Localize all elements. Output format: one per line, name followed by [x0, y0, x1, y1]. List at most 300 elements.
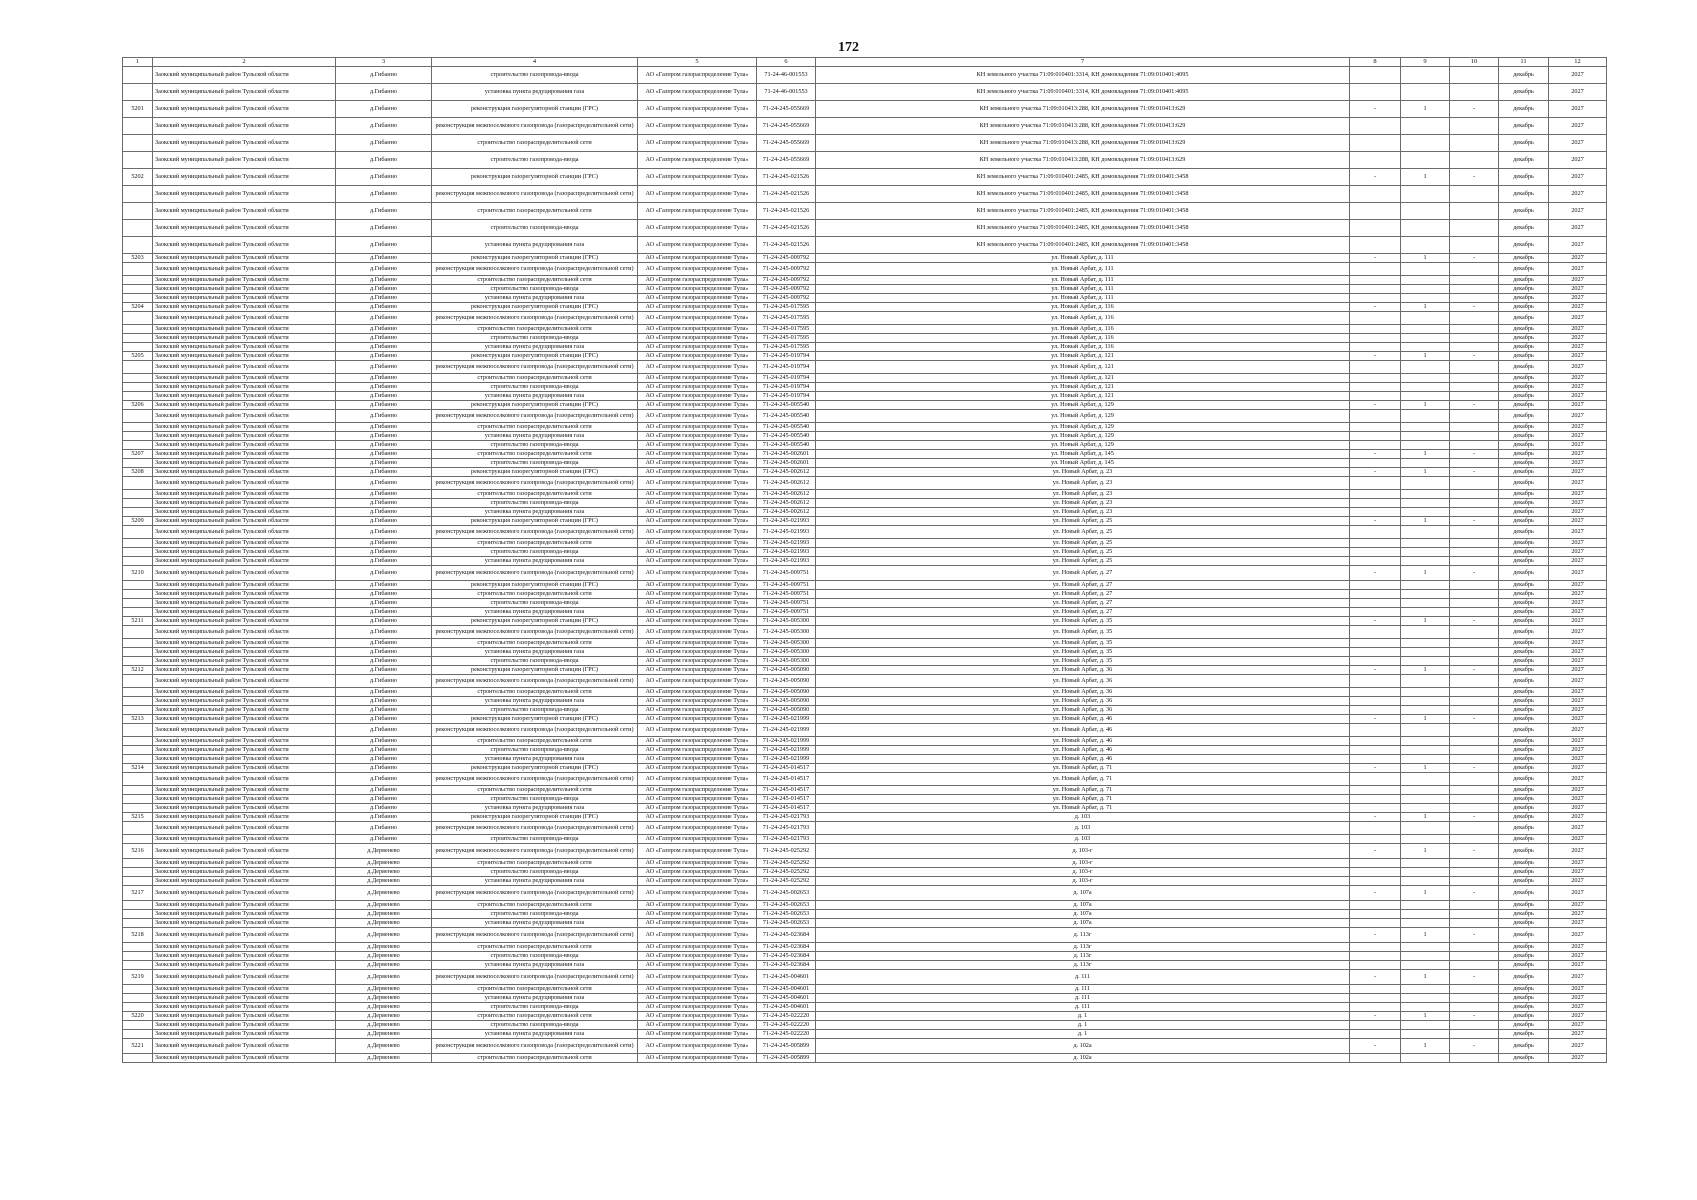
cell-work-type: строительство газопровода-ввода [432, 952, 638, 961]
cell-month: декабрь [1499, 237, 1549, 254]
table-row [123, 101, 1607, 118]
cell-number [123, 901, 153, 910]
table-row [123, 135, 1607, 152]
table-row [123, 334, 1607, 343]
cell-work-type: реконструкция межпоселкового газопровода (газораспределительной сети) [432, 361, 638, 374]
cell-col9 [1401, 325, 1450, 334]
cell-address: ул. Новый Арбат, д. 25 [816, 539, 1350, 548]
cell-organization: АО «Газпром газораспределение Тула» [638, 835, 757, 844]
cell-col8 [1350, 648, 1401, 657]
col-header-2: 2 [153, 58, 336, 67]
cell-col9 [1401, 804, 1450, 813]
cell-village: д.Гибанно [336, 450, 432, 459]
cell-address: ул. Новый Арбат, д. 71 [816, 786, 1350, 795]
cell-address: д. 103-г [816, 868, 1350, 877]
cell-village: д.Гибанно [336, 715, 432, 724]
cell-col8 [1350, 67, 1401, 84]
cell-col10 [1450, 657, 1499, 666]
cell-district: Заокский муниципальный район Тульской области [153, 657, 336, 666]
cell-number [123, 688, 153, 697]
cell-district: Заокский муниципальный район Тульской области [153, 773, 336, 786]
cell-year: 2027 [1549, 303, 1607, 312]
table-row [123, 822, 1607, 835]
cell-number: 5217 [123, 886, 153, 901]
cell-district: Заокский муниципальный район Тульской области [153, 910, 336, 919]
cell-number [123, 285, 153, 294]
cell-organization: АО «Газпром газораспределение Тула» [638, 169, 757, 186]
cell-district: Заокский муниципальный район Тульской области [153, 118, 336, 135]
cell-district: Заокский муниципальный район Тульской области [153, 254, 336, 263]
cell-contract: 71-24-245-025292 [757, 877, 816, 886]
cell-month: декабрь [1499, 423, 1549, 432]
cell-year: 2027 [1549, 648, 1607, 657]
cell-organization: АО «Газпром газораспределение Тула» [638, 352, 757, 361]
cell-col9 [1401, 590, 1450, 599]
cell-district: Заокский муниципальный район Тульской области [153, 724, 336, 737]
cell-address: КН земельного участка 71:09:010413:288, КН домовладения 71:09:010413:629 [816, 152, 1350, 169]
cell-col10 [1450, 1030, 1499, 1039]
cell-month: декабрь [1499, 1003, 1549, 1012]
cell-month: декабрь [1499, 557, 1549, 566]
cell-col10 [1450, 786, 1499, 795]
cell-village: д.Дервенево [336, 928, 432, 943]
cell-contract: 71-24-245-005300 [757, 626, 816, 639]
cell-district: Заокский муниципальный район Тульской области [153, 599, 336, 608]
cell-col8: - [1350, 566, 1401, 581]
cell-col9: 1 [1401, 813, 1450, 822]
cell-work-type: строительство газораспределительной сети [432, 1054, 638, 1063]
table-row [123, 886, 1607, 901]
cell-contract: 71-24-245-055669 [757, 101, 816, 118]
cell-month: декабрь [1499, 526, 1549, 539]
cell-col10 [1450, 203, 1499, 220]
cell-contract: 71-24-245-019794 [757, 374, 816, 383]
cell-organization: АО «Газпром газораспределение Тула» [638, 203, 757, 220]
cell-month: декабрь [1499, 401, 1549, 410]
cell-year: 2027 [1549, 985, 1607, 994]
cell-district: Заокский муниципальный район Тульской области [153, 186, 336, 203]
cell-address: ул. Новый Арбат, д. 71 [816, 795, 1350, 804]
cell-col10: - [1450, 886, 1499, 901]
cell-organization: АО «Газпром газораспределение Тула» [638, 186, 757, 203]
cell-col8 [1350, 1054, 1401, 1063]
cell-col8 [1350, 697, 1401, 706]
cell-col8: - [1350, 401, 1401, 410]
cell-month: декабрь [1499, 517, 1549, 526]
cell-address: ул. Новый Арбат, д. 46 [816, 715, 1350, 724]
cell-address: д. 103-г [816, 877, 1350, 886]
cell-col8 [1350, 285, 1401, 294]
cell-organization: АО «Газпром газораспределение Тула» [638, 813, 757, 822]
cell-village: д.Гибанно [336, 237, 432, 254]
cell-number: 5209 [123, 517, 153, 526]
table-row [123, 688, 1607, 697]
cell-village: д.Гибанно [336, 648, 432, 657]
cell-organization: АО «Газпром газораспределение Тула» [638, 590, 757, 599]
cell-col10 [1450, 919, 1499, 928]
cell-village: д.Гибанно [336, 186, 432, 203]
cell-address: ул. Новый Арбат, д. 116 [816, 312, 1350, 325]
cell-col10: - [1450, 666, 1499, 675]
cell-address: ул. Новый Арбат, д. 36 [816, 706, 1350, 715]
cell-col10 [1450, 392, 1499, 401]
cell-month: декабрь [1499, 706, 1549, 715]
cell-month: декабрь [1499, 961, 1549, 970]
cell-number [123, 868, 153, 877]
cell-address: д. 102а [816, 1039, 1350, 1054]
cell-number [123, 786, 153, 795]
cell-district: Заокский муниципальный район Тульской области [153, 334, 336, 343]
cell-month: декабрь [1499, 1039, 1549, 1054]
cell-month: декабрь [1499, 994, 1549, 1003]
cell-year: 2027 [1549, 237, 1607, 254]
table-row [123, 152, 1607, 169]
cell-contract: 71-24-245-005090 [757, 675, 816, 688]
cell-district: Заокский муниципальный район Тульской области [153, 994, 336, 1003]
cell-year: 2027 [1549, 1030, 1607, 1039]
cell-contract: 71-24-245-002653 [757, 886, 816, 901]
table-row [123, 919, 1607, 928]
cell-address: ул. Новый Арбат, д. 25 [816, 526, 1350, 539]
cell-col10 [1450, 910, 1499, 919]
cell-col8 [1350, 599, 1401, 608]
cell-village: д.Гибанно [336, 517, 432, 526]
cell-work-type: реконструкция межпоселкового газопровода (газораспределительной сети) [432, 970, 638, 985]
cell-village: д.Гибанно [336, 303, 432, 312]
cell-work-type: установка пункта редуцирования газа [432, 557, 638, 566]
cell-contract: 71-24-245-025292 [757, 844, 816, 859]
cell-col9 [1401, 626, 1450, 639]
cell-col10 [1450, 1021, 1499, 1030]
table-row [123, 764, 1607, 773]
cell-col9 [1401, 135, 1450, 152]
cell-contract: 71-24-245-002653 [757, 919, 816, 928]
cell-col9 [1401, 608, 1450, 617]
cell-col9 [1401, 795, 1450, 804]
cell-month: декабрь [1499, 657, 1549, 666]
table-row [123, 804, 1607, 813]
cell-contract: 71-24-245-009751 [757, 590, 816, 599]
cell-number [123, 581, 153, 590]
cell-district: Заокский муниципальный район Тульской области [153, 835, 336, 844]
table-row [123, 1054, 1607, 1063]
cell-number [123, 441, 153, 450]
cell-district: Заокский муниципальный район Тульской области [153, 608, 336, 617]
table-row [123, 203, 1607, 220]
table-row [123, 220, 1607, 237]
cell-district: Заокский муниципальный район Тульской области [153, 361, 336, 374]
cell-col10 [1450, 706, 1499, 715]
cell-organization: АО «Газпром газораспределение Тула» [638, 152, 757, 169]
cell-organization: АО «Газпром газораспределение Тула» [638, 361, 757, 374]
cell-contract: 71-24-245-009751 [757, 608, 816, 617]
cell-address: ул. Новый Арбат, д. 71 [816, 764, 1350, 773]
cell-organization: АО «Газпром газораспределение Тула» [638, 706, 757, 715]
cell-month: декабрь [1499, 590, 1549, 599]
cell-district: Заокский муниципальный район Тульской области [153, 666, 336, 675]
cell-contract: 71-24-245-022220 [757, 1021, 816, 1030]
cell-col8: - [1350, 1039, 1401, 1054]
cell-col10: - [1450, 169, 1499, 186]
cell-district: Заокский муниципальный район Тульской области [153, 539, 336, 548]
cell-village: д.Дервенево [336, 994, 432, 1003]
cell-address: ул. Новый Арбат, д. 25 [816, 557, 1350, 566]
cell-col9 [1401, 943, 1450, 952]
cell-address: д. 103 [816, 822, 1350, 835]
cell-organization: АО «Газпром газораспределение Тула» [638, 822, 757, 835]
cell-col10 [1450, 737, 1499, 746]
cell-district: Заокский муниципальный район Тульской области [153, 135, 336, 152]
cell-number [123, 220, 153, 237]
cell-col10: - [1450, 517, 1499, 526]
cell-number [123, 276, 153, 285]
cell-year: 2027 [1549, 697, 1607, 706]
cell-year: 2027 [1549, 468, 1607, 477]
cell-col10 [1450, 312, 1499, 325]
cell-col10 [1450, 590, 1499, 599]
cell-col9 [1401, 648, 1450, 657]
cell-district: Заокский муниципальный район Тульской области [153, 526, 336, 539]
cell-contract: 71-24-245-005540 [757, 423, 816, 432]
cell-month: декабрь [1499, 746, 1549, 755]
cell-village: д.Гибанно [336, 706, 432, 715]
cell-year: 2027 [1549, 557, 1607, 566]
cell-village: д.Дервенево [336, 970, 432, 985]
cell-village: д.Гибанно [336, 410, 432, 423]
cell-year: 2027 [1549, 795, 1607, 804]
cell-number [123, 237, 153, 254]
cell-organization: АО «Газпром газораспределение Тула» [638, 994, 757, 1003]
cell-organization: АО «Газпром газораспределение Тула» [638, 566, 757, 581]
cell-year: 2027 [1549, 152, 1607, 169]
cell-address: д. 103 [816, 813, 1350, 822]
cell-organization: АО «Газпром газораспределение Тула» [638, 688, 757, 697]
cell-district: Заокский муниципальный район Тульской области [153, 952, 336, 961]
cell-district: Заокский муниципальный район Тульской области [153, 943, 336, 952]
table-row [123, 539, 1607, 548]
cell-address: ул. Новый Арбат, д. 27 [816, 566, 1350, 581]
cell-month: декабрь [1499, 985, 1549, 994]
cell-work-type: строительство газопровода-ввода [432, 285, 638, 294]
cell-district: Заокский муниципальный район Тульской области [153, 441, 336, 450]
cell-district: Заокский муниципальный район Тульской области [153, 459, 336, 468]
cell-col9 [1401, 657, 1450, 666]
cell-contract: 71-24-245-009792 [757, 294, 816, 303]
cell-address: д. 113г [816, 961, 1350, 970]
cell-number [123, 186, 153, 203]
table-row [123, 237, 1607, 254]
cell-col10 [1450, 859, 1499, 868]
table-row [123, 1039, 1607, 1054]
cell-year: 2027 [1549, 675, 1607, 688]
cell-col9 [1401, 675, 1450, 688]
cell-month: декабрь [1499, 859, 1549, 868]
cell-village: д.Дервенево [336, 868, 432, 877]
cell-month: декабрь [1499, 118, 1549, 135]
cell-address: д. 111 [816, 970, 1350, 985]
cell-number [123, 877, 153, 886]
cell-col9: 1 [1401, 566, 1450, 581]
cell-col9 [1401, 539, 1450, 548]
cell-district: Заокский муниципальный район Тульской области [153, 392, 336, 401]
cell-organization: АО «Газпром газораспределение Тула» [638, 886, 757, 901]
table-row [123, 1003, 1607, 1012]
cell-organization: АО «Газпром газораспределение Тула» [638, 617, 757, 626]
cell-number [123, 312, 153, 325]
cell-col10 [1450, 943, 1499, 952]
cell-village: д.Гибанно [336, 374, 432, 383]
cell-village: д.Гибанно [336, 477, 432, 490]
cell-month: декабрь [1499, 343, 1549, 352]
cell-number [123, 410, 153, 423]
cell-year: 2027 [1549, 392, 1607, 401]
table-row [123, 706, 1607, 715]
cell-col9: 1 [1401, 517, 1450, 526]
cell-col9 [1401, 746, 1450, 755]
cell-organization: АО «Газпром газораспределение Тула» [638, 374, 757, 383]
cell-address: КН земельного участка 71:09:010401:3314, КН домовладения 71:09:010401:4095 [816, 67, 1350, 84]
cell-col9 [1401, 186, 1450, 203]
cell-number: 5202 [123, 169, 153, 186]
cell-organization: АО «Газпром газораспределение Тула» [638, 276, 757, 285]
cell-number [123, 477, 153, 490]
cell-contract: 71-24-245-005300 [757, 657, 816, 666]
cell-month: декабрь [1499, 285, 1549, 294]
cell-organization: АО «Газпром газораспределение Тула» [638, 557, 757, 566]
cell-address: КН земельного участка 71:09:010413:288, КН домовладения 71:09:010413:629 [816, 135, 1350, 152]
cell-address: ул. Новый Арбат, д. 145 [816, 459, 1350, 468]
cell-address: ул. Новый Арбат, д. 129 [816, 441, 1350, 450]
cell-month: декабрь [1499, 361, 1549, 374]
cell-number [123, 490, 153, 499]
cell-col8 [1350, 877, 1401, 886]
cell-district: Заокский муниципальный район Тульской области [153, 813, 336, 822]
cell-organization: АО «Газпром газораспределение Тула» [638, 970, 757, 985]
table-row [123, 675, 1607, 688]
cell-address: ул. Новый Арбат, д. 27 [816, 581, 1350, 590]
cell-address: ул. Новый Арбат, д. 145 [816, 450, 1350, 459]
cell-village: д.Гибанно [336, 118, 432, 135]
table-row [123, 599, 1607, 608]
cell-col8 [1350, 746, 1401, 755]
cell-col8 [1350, 773, 1401, 786]
cell-col9 [1401, 276, 1450, 285]
cell-col9 [1401, 508, 1450, 517]
cell-month: декабрь [1499, 795, 1549, 804]
cell-contract: 71-24-245-021526 [757, 237, 816, 254]
cell-col10 [1450, 822, 1499, 835]
cell-col8 [1350, 526, 1401, 539]
cell-col9: 1 [1401, 101, 1450, 118]
cell-contract: 71-24-245-005540 [757, 410, 816, 423]
cell-work-type: строительство газораспределительной сети [432, 374, 638, 383]
cell-work-type: строительство газопровода-ввода [432, 334, 638, 343]
cell-col9 [1401, 901, 1450, 910]
cell-col8 [1350, 374, 1401, 383]
cell-col8 [1350, 410, 1401, 423]
cell-col9 [1401, 477, 1450, 490]
cell-contract: 71-24-245-019794 [757, 352, 816, 361]
cell-address: д. 103-г [816, 844, 1350, 859]
cell-col9: 1 [1401, 401, 1450, 410]
cell-col10 [1450, 276, 1499, 285]
cell-work-type: реконструкция межпоселкового газопровода (газораспределительной сети) [432, 477, 638, 490]
cell-work-type: реконструкция межпоселкового газопровода (газораспределительной сети) [432, 410, 638, 423]
cell-month: декабрь [1499, 804, 1549, 813]
table-row [123, 648, 1607, 657]
cell-village: д.Дервенево [336, 919, 432, 928]
cell-contract: 71-24-46-001553 [757, 67, 816, 84]
cell-address: д. 107а [816, 901, 1350, 910]
cell-village: д.Гибанно [336, 755, 432, 764]
cell-col8 [1350, 581, 1401, 590]
cell-district: Заокский муниципальный район Тульской области [153, 410, 336, 423]
cell-village: д.Гибанно [336, 639, 432, 648]
cell-col8 [1350, 557, 1401, 566]
table-row [123, 312, 1607, 325]
cell-contract: 71-24-245-005090 [757, 666, 816, 675]
cell-village: д.Гибанно [336, 724, 432, 737]
cell-col8: - [1350, 169, 1401, 186]
cell-village: д.Дервенево [336, 952, 432, 961]
table-row [123, 928, 1607, 943]
cell-contract: 71-24-245-055669 [757, 135, 816, 152]
cell-village: д.Дервенево [336, 877, 432, 886]
cell-work-type: реконструкция межпоселкового газопровода (газораспределительной сети) [432, 566, 638, 581]
cell-col9 [1401, 203, 1450, 220]
cell-district: Заокский муниципальный район Тульской области [153, 675, 336, 688]
cell-month: декабрь [1499, 303, 1549, 312]
cell-district: Заокский муниципальный район Тульской области [153, 303, 336, 312]
cell-col9 [1401, 994, 1450, 1003]
cell-work-type: строительство газопровода-ввода [432, 706, 638, 715]
cell-col9 [1401, 755, 1450, 764]
cell-address: ул. Новый Арбат, д. 111 [816, 294, 1350, 303]
cell-year: 2027 [1549, 135, 1607, 152]
cell-col9 [1401, 237, 1450, 254]
cell-col8 [1350, 312, 1401, 325]
cell-number [123, 910, 153, 919]
cell-month: декабрь [1499, 617, 1549, 626]
cell-month: декабрь [1499, 374, 1549, 383]
cell-work-type: реконструкция межпоселкового газопровода (газораспределительной сети) [432, 724, 638, 737]
cell-work-type: реконструкция межпоселкового газопровода (газораспределительной сети) [432, 312, 638, 325]
cell-year: 2027 [1549, 285, 1607, 294]
cell-month: декабрь [1499, 724, 1549, 737]
cell-work-type: реконструкция межпоселкового газопровода (газораспределительной сети) [432, 526, 638, 539]
cell-month: декабрь [1499, 919, 1549, 928]
cell-col8: - [1350, 303, 1401, 312]
cell-col9 [1401, 786, 1450, 795]
cell-col8 [1350, 84, 1401, 101]
cell-col8: - [1350, 970, 1401, 985]
cell-district: Заокский муниципальный район Тульской области [153, 1003, 336, 1012]
cell-col10 [1450, 343, 1499, 352]
cell-contract: 71-24-245-022220 [757, 1030, 816, 1039]
cell-month: декабрь [1499, 566, 1549, 581]
cell-col10: - [1450, 715, 1499, 724]
cell-col9 [1401, 706, 1450, 715]
cell-col8 [1350, 334, 1401, 343]
cell-year: 2027 [1549, 715, 1607, 724]
cell-contract: 71-24-245-021526 [757, 186, 816, 203]
table-row [123, 84, 1607, 101]
cell-number: 5208 [123, 468, 153, 477]
cell-year: 2027 [1549, 186, 1607, 203]
cell-month: декабрь [1499, 169, 1549, 186]
cell-col10 [1450, 608, 1499, 617]
cell-contract: 71-24-245-009792 [757, 285, 816, 294]
